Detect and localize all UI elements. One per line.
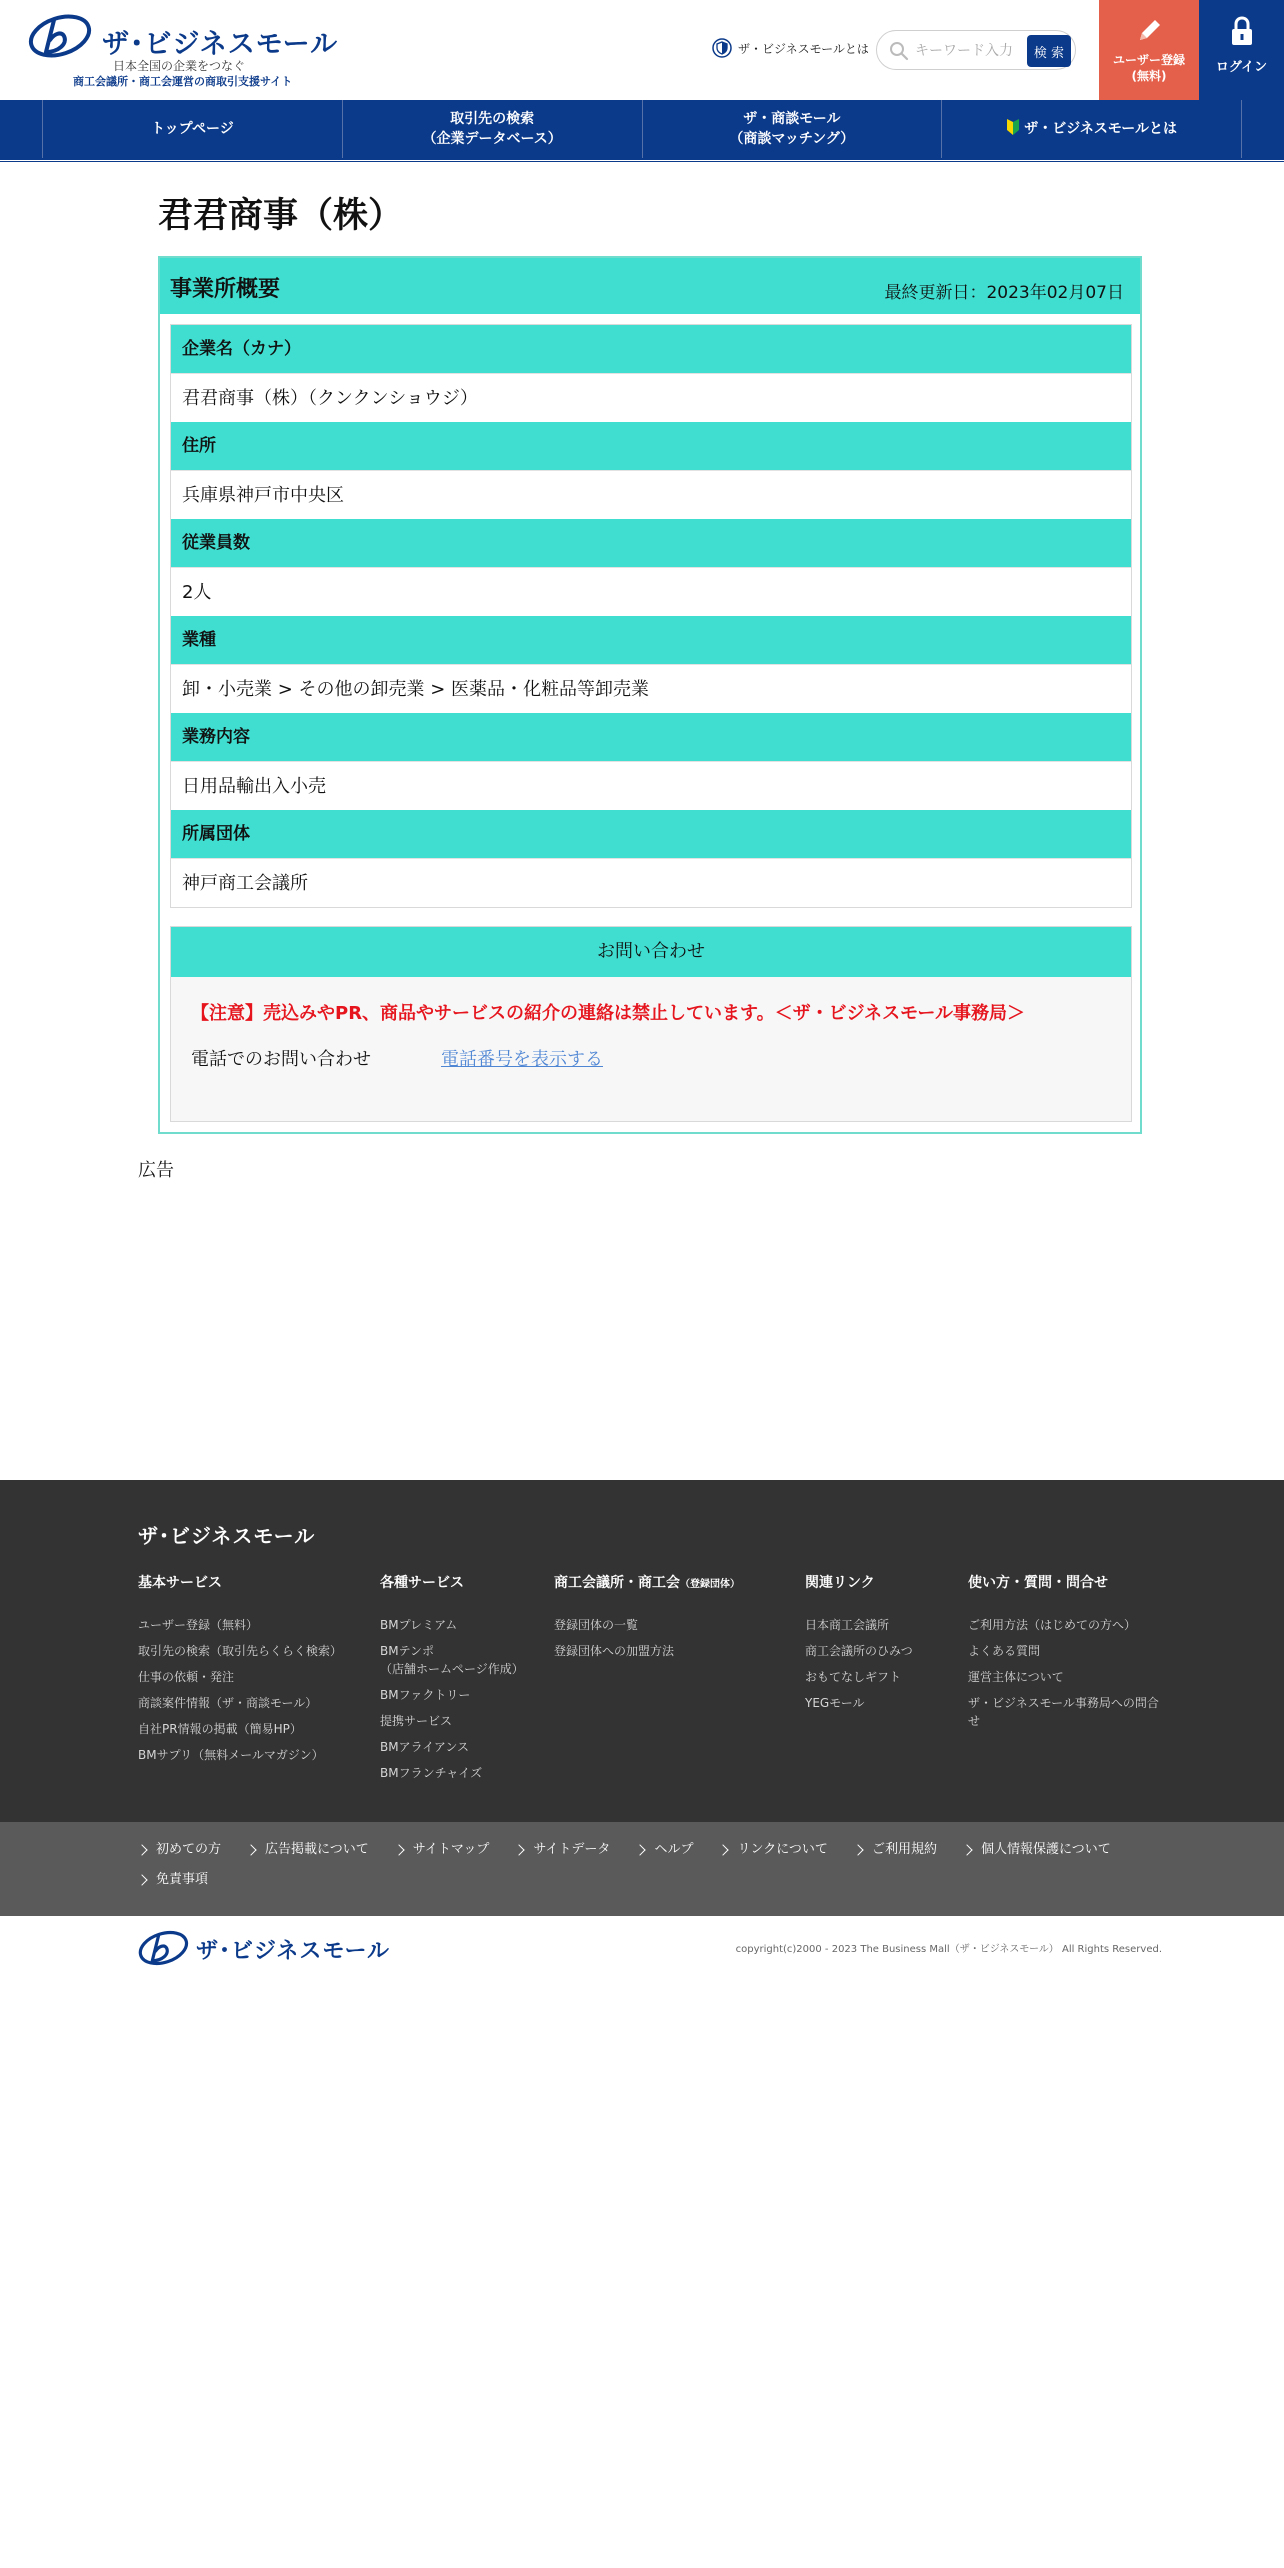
subfooter-link-label: サイトマップ <box>412 1842 490 1857</box>
subfooter-link-advertising[interactable] <box>247 1842 369 1858</box>
footer-col-help <box>968 1572 1168 1738</box>
last-updated <box>884 278 1124 303</box>
nav-sublabel: （商談マッチング） <box>729 131 855 147</box>
nav-item-about[interactable] <box>942 100 1242 158</box>
subfooter-link-sitemap[interactable] <box>395 1842 490 1858</box>
footer-link[interactable]: ご利用方法（はじめての方へ） <box>968 1618 1137 1632</box>
profile-info-table <box>170 324 1132 908</box>
contact-heading: お問い合わせ <box>171 927 1131 977</box>
site-header <box>0 0 1284 100</box>
search-box <box>876 30 1076 70</box>
nav-item-business-matching[interactable] <box>643 100 943 158</box>
bottom-logo[interactable] <box>138 1928 391 1968</box>
subfooter-link-terms[interactable] <box>854 1842 937 1858</box>
chevron-right-icon <box>136 1874 147 1885</box>
logo-text: ザ･ビジネスモール <box>102 29 339 60</box>
login-button[interactable] <box>1199 0 1284 100</box>
footer-link[interactable]: 登録団体の一覧 <box>554 1618 639 1632</box>
search-button[interactable]: 検 索 <box>1027 35 1071 67</box>
site-footer <box>0 1480 1284 1822</box>
footer-link[interactable]: ザ・ビジネスモール事務局への問合 せ <box>968 1696 1159 1728</box>
footer-link[interactable]: おもてなしギフト <box>805 1670 902 1684</box>
contact-warning: 【注意】売込みやPR、商品やサービスの紹介の連絡は禁止しています。＜ザ・ビジネスモール事務局＞ <box>191 1003 1025 1024</box>
subfooter-link-links[interactable] <box>719 1842 827 1858</box>
nav-item-company-search[interactable] <box>343 100 643 158</box>
about-site-label: ザ・ビジネスモールとは <box>738 41 869 56</box>
row-value-company-kana: 君君商事（株）（クンクンショウジ） <box>171 373 1131 422</box>
last-updated-label: 最終更新日： <box>884 283 987 303</box>
nav-underline-highlight <box>0 160 1284 161</box>
logo-subtagline: 商工会議所・商工会運営の商取引支援サイト <box>73 75 293 88</box>
last-updated-value: 2023年02月07日 <box>986 283 1124 303</box>
footer-col-chambers <box>554 1572 740 1668</box>
footer-col-basic <box>138 1572 342 1772</box>
nav-item-top[interactable] <box>43 100 343 158</box>
nav-label: 取引先の検索 <box>450 111 535 127</box>
footer-link[interactable]: BMフランチャイズ <box>380 1766 483 1780</box>
chevron-right-icon <box>245 1844 256 1855</box>
footer-link[interactable]: ユーザー登録（無料） <box>138 1618 259 1632</box>
footer-link[interactable]: 日本商工会議所 <box>805 1618 890 1632</box>
row-label-industry: 業種 <box>171 616 1131 664</box>
footer-col-related <box>805 1572 913 1720</box>
footer-col-title: 各種サービス <box>380 1575 464 1591</box>
row-value-industry: 卸・小売業 > その他の卸売業 > 医薬品・化粧品等卸売業 <box>171 664 1131 713</box>
subfooter-link-label: リンクについて <box>737 1842 828 1857</box>
site-logo[interactable] <box>28 12 339 88</box>
footer-link[interactable]: BMプレミアム <box>380 1618 458 1632</box>
row-label-company-kana: 企業名（カナ） <box>171 325 1131 373</box>
row-value-organization: 神戸商工会議所 <box>171 858 1131 907</box>
about-site-link[interactable] <box>712 38 869 58</box>
logo-tagline: 日本全国の企業をつなぐ <box>113 59 246 73</box>
office-profile-panel <box>158 256 1142 1134</box>
profile-header <box>160 258 1140 314</box>
footer-link[interactable]: BMファクトリー <box>380 1688 471 1702</box>
row-label-organization: 所属団体 <box>171 810 1131 858</box>
contact-section <box>170 926 1132 1122</box>
lock-icon <box>1228 16 1256 46</box>
ad-label: 広告 <box>138 1160 174 1181</box>
show-phone-link[interactable]: 電話番号を表示する <box>441 1049 603 1070</box>
footer-link[interactable]: BMサプリ（無料メールマガジン） <box>138 1748 324 1762</box>
chevron-right-icon <box>961 1844 972 1855</box>
register-label-line1: ユーザー登録 <box>1112 53 1185 67</box>
chevron-right-icon <box>852 1844 863 1855</box>
subfooter-link-label: ご利用規約 <box>871 1842 937 1857</box>
footer-col-title-main: 商工会議所・商工会 <box>554 1575 680 1591</box>
search-input[interactable] <box>915 40 1021 62</box>
subfooter-link-site-data[interactable] <box>515 1842 610 1858</box>
subfooter-link-first-time[interactable] <box>138 1842 221 1858</box>
footer-link[interactable]: 商工会議所のひみつ <box>805 1644 913 1658</box>
subfooter-link-label: サイトデータ <box>533 1842 611 1857</box>
footer-col-title-small: （登録団体） <box>680 1579 740 1590</box>
user-register-button[interactable] <box>1099 0 1199 100</box>
subfooter-link-label: 広告掲載について <box>265 1842 369 1857</box>
login-label: ログイン <box>1215 60 1268 75</box>
beginner-leaf-icon <box>1006 119 1020 135</box>
row-value-employees: 2人 <box>171 567 1131 616</box>
logo-mark-icon <box>28 12 96 60</box>
footer-link[interactable]: 仕事の依頼・発注 <box>138 1670 235 1684</box>
search-icon <box>889 41 909 61</box>
footer-col-title: 使い方・質問・問合せ <box>968 1575 1108 1591</box>
nav-label: ザ・ビジネスモールとは <box>1024 121 1177 137</box>
profile-heading: 事業所概要 <box>170 277 281 302</box>
row-label-business: 業務内容 <box>171 713 1131 761</box>
subfooter-link-label: 免責事項 <box>156 1872 209 1887</box>
footer-link[interactable]: よくある質問 <box>968 1644 1041 1658</box>
page-title: 君君商事（株） <box>158 196 404 236</box>
shield-icon <box>712 38 732 58</box>
chevron-right-icon <box>136 1844 147 1855</box>
row-value-business: 日用品輸出入小売 <box>171 761 1131 810</box>
footer-link[interactable]: 登録団体への加盟方法 <box>554 1644 675 1658</box>
chevron-right-icon <box>635 1844 646 1855</box>
chevron-right-icon <box>718 1844 729 1855</box>
subfooter-link-label: 個人情報保護について <box>980 1842 1111 1857</box>
global-nav <box>0 100 1284 158</box>
sub-footer-nav <box>0 1822 1284 1916</box>
logo-mark-icon <box>138 1928 192 1968</box>
footer-col-title: 基本サービス <box>138 1575 222 1591</box>
footer-logo[interactable]: ザ･ビジネスモール <box>138 1524 316 1548</box>
footer-col-title <box>554 1572 740 1592</box>
subfooter-link-label: 初めての方 <box>156 1842 222 1857</box>
subfooter-link-privacy[interactable] <box>963 1842 1111 1858</box>
chevron-right-icon <box>514 1844 525 1855</box>
subfooter-link-disclaimer[interactable] <box>138 1872 208 1888</box>
phone-inquiry-label: 電話でのお問い合わせ <box>191 1049 371 1070</box>
footer-link[interactable]: 提携サービス <box>380 1714 453 1728</box>
subfooter-link-label: ヘルプ <box>654 1842 694 1857</box>
register-label-line2: (無料) <box>1131 69 1167 83</box>
footer-link[interactable]: 運営主体について <box>968 1670 1064 1684</box>
row-label-address: 住所 <box>171 422 1131 470</box>
footer-link[interactable]: 取引先の検索（取引先らくらく検索） <box>138 1644 343 1658</box>
footer-link[interactable]: YEGモール <box>805 1696 865 1710</box>
footer-col-services <box>380 1572 524 1790</box>
bottom-bar <box>0 1916 1284 1976</box>
bottom-logo-text: ザ･ビジネスモール <box>196 1939 391 1964</box>
footer-col-title: 関連リンク <box>805 1575 875 1591</box>
chevron-right-icon <box>393 1844 404 1855</box>
subfooter-link-help[interactable] <box>636 1842 693 1858</box>
row-label-employees: 従業員数 <box>171 519 1131 567</box>
nav-sublabel: （企業データベース） <box>422 131 562 147</box>
nav-label: トップページ <box>151 121 234 137</box>
nav-label: ザ・商談モール <box>743 111 841 127</box>
footer-link[interactable]: BMテンポ （店舗ホームページ作成） <box>380 1644 524 1676</box>
footer-link[interactable]: BMアライアンス <box>380 1740 470 1754</box>
row-value-address: 兵庫県神戸市中央区 <box>171 470 1131 519</box>
copyright-text: copyright(c)2000 - 2023 The Business Mall（ザ・ビジネスモール） All Rights Reserved. <box>735 1944 1162 1955</box>
footer-link[interactable]: 商談案件情報（ザ・商談モール） <box>138 1696 318 1710</box>
pencil-icon <box>1134 16 1164 46</box>
footer-link[interactable]: 自社PR情報の掲載（簡易HP） <box>138 1722 302 1736</box>
